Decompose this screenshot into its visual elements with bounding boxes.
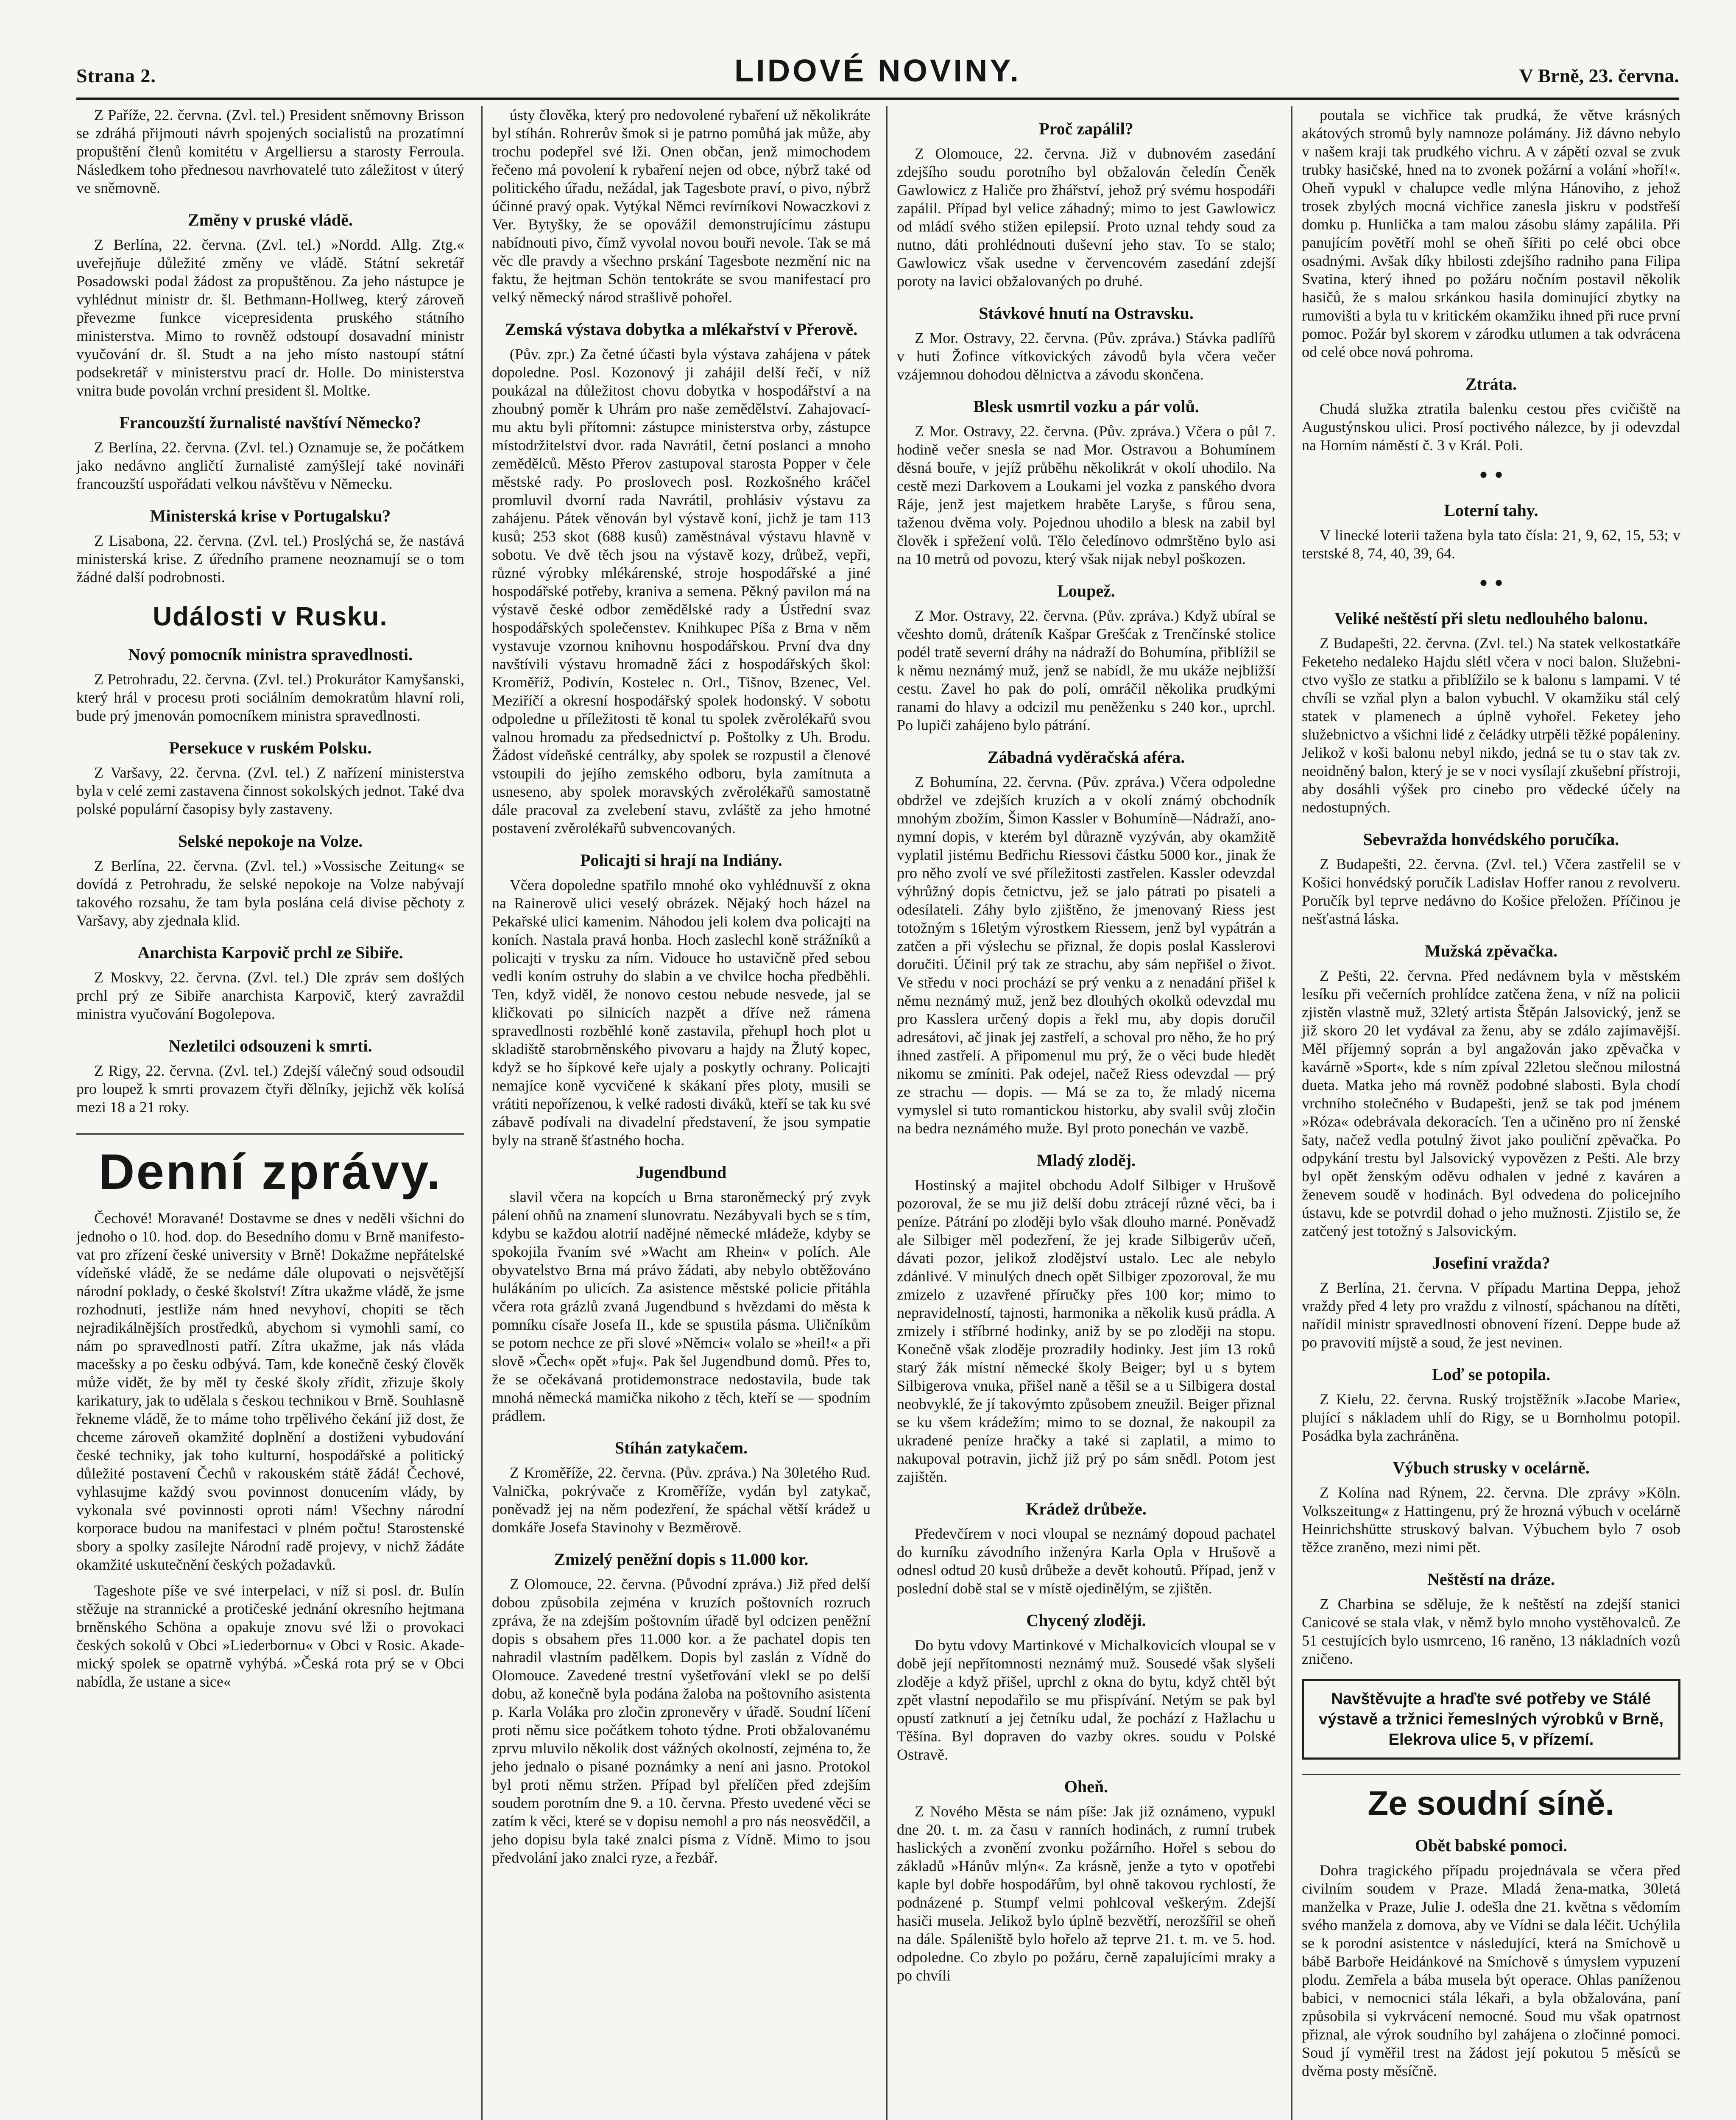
- article-paragraph: Z Mor. Ostravy, 22. června. (Pův. zpráva.) Včera o půl 7. hodině večer snesla se nad Mor. Ostravou a Bohumínem děsná bouře, v jejíž průběhu několikrát v okolí uhodilo. Na cestě mezi Darkovem a Loukami jel vozka z panského dvora Ráje, jenž jest majetkem hraběte Laryše, s fůrou sena, taženou dvěma voly. Pojednou uhodilo a blesk na zabil byl člověk i spřežení volů. Tělo čeledínovo odmrštěno bylo asi na 10 metrů od povozu, který však nijak nebyl poškozen.: [897, 423, 1275, 567]
- column-3: [886, 106, 1275, 2120]
- article-paragraph: Z Mor. Ostravy, 22. června. (Pův. zpráva.) Když ubíral se včeshto domů, dráteník Kašpar Grešćak z Trenčínské stolice podél tratě severní dráhy na nádraží do Bohumína, přiblížil se k němu neznámý muž, jenž se nabídl, že mu ukáže nejbližší cestu. Zavel ho pak do polí, omráčil několika prudkými ranami do hlavy a odcizil mu peněženku s 240 kor., uprchl. Po lupiči zahájeno bylo pátrání.: [897, 607, 1275, 734]
- column-2: [481, 106, 871, 2120]
- article-heading: Loterní tahy.: [1444, 501, 1538, 520]
- separator-dots: • •: [1479, 569, 1503, 597]
- newspaper-title: LIDOVÉ NOVINY.: [734, 53, 1022, 88]
- article-paragraph: Z Budapešti, 22. června. (Zvl. tel.) Na statek velkostatkáře Feketeho nedaleko Hajdu slétl včera v noci balon. Služebnictvo vyšlo ze statku a přiblížilo se k balonu s lampami. V té chvíli se vzňal plyn a balon vybuchl. V okamžiku stál celý statek v plamenech a úplně vyhořel. Feketey jeho služebnictvo a všichni lidé z čeládky utrpěli těžké popáleniny. Jelikož v koši balonu nebyl nikdo, jedná se tu o stav tak zv. neoidněný balon, který je se v noci vysílají zkušební přístroji, aby dosáhli výšek pro cinebo pro vědecké účely na nedostupných.: [1302, 635, 1680, 816]
- article-paragraph: poutala se vichřice tak prudká, že větve krásných akátových stromů byly namnoze polámány. Již dávno nebylo v našem kraji tak prudkého vichru. A v zápětí ozval se zvuk trubky hasičské, hned na to zvonek požární a volání »hoří!«. Oheň vypukl v chalupce vedle mlýna Hánoviho, z jehož trosek zbylých mocná vichřice zanesla jiskru v podstřeší domku p. Hunlička a tam malou zásobu slámy zapálila. Při panujícím povětří mohl se oheň šířiti po celé obci obce osadnými. Avšak díky hbilosti zdejšího radniho pana Filipa Svatina, který ihned po požáru nočním postavil několik hasičů, že s malou srkánkou hasila dominující zbytky na rumovišti a byla tu v kritickém okamžiku ihned při ruce první pomoc. Požár byl skorem v zárodku utlumen a tak odvrácena od celé obce nová pohroma.: [1302, 106, 1680, 360]
- article-paragraph: Dohra tragického případu projednávala se včera před civilním soudem v Praze. Mladá žena-matka, 30letá manželka v Praze, Julie J. odešla dne 21. května s vědomím svého manžela z domova, aby ve Vídni se dala léčit. Uchýlila se k porodní asistentce v následující, která na Smíchově u bábě Barboře Heidánkové na Smíchově s úmyslem vypuzení plodu. Zemřela a bába musela být operace. Ohlas paníženou babici, v nemocnici stála lékaři, a byla obžalována, paní způsobila si vykrvácení nemocné. Soud mu však opatrnost přiznal, ale výrok soudního byl zahájena o zločinné pomoci. Soud jí vyměřil trest na žádost její pokutou 5 měsíců se dvěma posty měsíčně.: [1302, 1862, 1680, 2079]
- article-heading: Ztráta.: [1465, 374, 1517, 393]
- article-heading: Selské nepokoje na Volze.: [178, 831, 363, 851]
- article-paragraph: Chudá služka ztratila balenku cestou přes cvičiště na Augustýnskou ulici. Prosí poctivého nálezce, by ji odevzdal na Horním náměstí č. 3 v Král. Poli.: [1302, 400, 1680, 454]
- article-paragraph: Z Pešti, 22. června. Před nedávnem byla v městském lesíku při večerních prohlídce zatčena žena, v níž na policii zjistěn vlastně muž, 32letý artista Štěpán Jalsovický, jenž se již skoro 20 let vydával za ženu, aby se zdálo zajímavější. Měl příjemný soprán a byl angažován jako zpěvačka v kavárně »Sport«, kde s ním zpíval 22letou slečnou milostná dueta. Matka jeho má rovněž podobné slabosti. Byla chodí vrchního stolečného v Budapešti, jenž se tak pod jménem »Róza« odebrávala dekoracích. Ten a učiněno pro ní ženské šaty, načež vedla potulný život jako pouliční zpěvačka. Po odpykání trestu byl Jalsovický vypovězen z Pešti. Ale brzy byl opět ženským oděvu odhalen v jedné z kaváren a ženevem soudě v hodinách. Byl odvedena do policejního ústavu, kde se potvrdil dohad o jeho mužnosti. Zjistilo se, že zatčený jest totožný s Jalsovickým.: [1302, 967, 1680, 1239]
- article-heading: Chycený zloději.: [1026, 1611, 1146, 1630]
- article-heading: Nový pomocník ministra spravedlnosti.: [128, 645, 413, 664]
- article-heading: Stávkové hnutí na Ostravsku.: [979, 304, 1194, 323]
- column-4: [1291, 106, 1680, 2120]
- article-heading: Josefiní vražda?: [1432, 1253, 1550, 1272]
- article-paragraph: Z Kielu, 22. června. Ruský trojstěžník »Jacobe Marie«, plující s nákladem uhlí do Rigy, se u Bornholmu potopil. Posádka byla zachráněna.: [1302, 1391, 1680, 1444]
- article-paragraph: Předevčírem v noci vloupal se neznámý dopoud pachatel do kurníku závodního inženýra Karla Opla v Hrušově a odnesl odtud 20 kusů drůbeže a devět kohoutů. Případ, jenž v poslední době stal se v místě ojedinělým, se zjištěn.: [897, 1525, 1275, 1597]
- masthead: [76, 47, 1679, 100]
- article-paragraph: Z Budapešti, 22. června. (Zvl. tel.) Včera zastřelil se v Košici honvédský poručík Ladislav Hoffer ranou z revolveru. Poručík byl teprve nedávno do Košice přeložen. Příčinou je nešťastná láska.: [1302, 856, 1680, 927]
- article-heading: Blesk usmrtil vozku a pár volů.: [973, 397, 1199, 416]
- article-paragraph: Z Moskvy, 22. června. (Zvl. tel.) Dle zpráv sem došlých prchl prý ze Sibiře anarchista Karpovič, který zavraždil ministra vyučování Bogolepova.: [76, 969, 464, 1022]
- article-paragraph: V linecké loterii tažena byla tato čísla: 21, 9, 62, 15, 53; v terstské 8, 74, 40, 39, 64.: [1302, 527, 1680, 562]
- article-paragraph: Z Olomouce, 22. června. Již v dubnovém zasedání zdejšího soudu porotního byl obžalován čeledín Čeněk Gawlowicz z Haliče pro žhářství, jehož prý svému hospodáři zapálil. Případ byl velice záhadný; mimo to jest Gawlowicz od mládí svého stižen epilepsií. Proto uznal tehdy soud za nutno, dáti prohlédnouti duševní jeho stav. To se stalo; Gawlowicz však usedne v červencovém zasedání zdejší poroty na lavici obžalovaných po druhé.: [897, 145, 1275, 290]
- article-paragraph: Z Berlína, 22. června. (Zvl. tel.) »Nordd. Allg. Ztg.« uveřejňuje důležité změny ve vládě. Státní sekretář Posadowski podal žádost za propuštěnou. Za jeho nástupce je vyhlédnut ministr dr. šl. Bethmann-Hollweg, který zároveň převezme funkce vicepresidenta pruského státního ministerstva. Mimo to rovněž odstoupí dosavadní ministr vyučování dr. šl. Studt a na jeho místo nastoupí státní podsekretář v ministerstvu prací dr. Holle. Do ministerstva vnitra bude povolán vrchní president šl. Moltke.: [76, 236, 464, 399]
- article-heading: Sebevražda honvédského poručíka.: [1363, 830, 1619, 849]
- article-heading: Veliké neštěstí při sletu nedlouhého balonu.: [1334, 609, 1648, 628]
- section-title-denni-zpravy: Denní zprávy.: [76, 1133, 464, 1201]
- article-paragraph: Z Petrohradu, 22. června. (Zvl. tel.) Prokurátor Kamyšanski, který hrál v procesu proti sociálním demokratům hlavní roli, bude prý jmenován pomocníkem ministra spravedlnosti.: [76, 671, 464, 724]
- article-heading: Výbuch strusky v ocelárně.: [1393, 1458, 1590, 1477]
- article-heading: Krádež drůbeže.: [1026, 1499, 1147, 1518]
- section-title-soudni-sin: Ze soudní síně.: [1302, 1774, 1680, 1823]
- article-heading: Mužská zpěvačka.: [1424, 941, 1558, 960]
- article-paragraph: Z Rigy, 22. června. (Zvl. tel.) Zdejší válečný soud odsoudil pro loupež k smrti provazem čtyři dělníky, jejichž věk kolísá mezi 18 a 21 roky.: [76, 1062, 464, 1116]
- article-heading: Zábadná vyděračská aféra.: [987, 748, 1185, 767]
- article-paragraph: Z Kroměříže, 22. června. (Pův. zpráva.) Na 30letého Rud. Valničkа, pokrývače z Kroměříže, vydán byl zatykač, poněvadž jej na něm podezření, že spáchal větší krádež u domkáře Josefa Stavinohy v Bezměrově.: [492, 1464, 871, 1536]
- article-heading: Oheň.: [1064, 1777, 1108, 1796]
- article-paragraph: Včera dopoledne spatřilo mnohé oko vyhlédnuvší z okna na Rainerově ulici veselý obrázek. Nějaký hoch házel na Pekařské ulici kamenim. Náhodou jeli kolem dva policajti na koních. Nastala pravá honba. Hoch zaslechl koně strážníků a policajti v trysku za ním. Vidouce ho ustavičně před sebou vedli koním ostruhy do slabin a ve chvilce hocha předběhli. Ten, když viděl, že nonovo cestou nebude nesvede, jal se kličkovati po silnicích nazpět a dříve než rámena spravedlnosti rozběhlé koně zastavila, přehupl hoch plot u skladiště starobrněnského pivovaru a hajdy na Žlutý kopec, když se ho šípkové keře ujaly a poskytly ochrany. Policajti nemajíce koně vycvičené k skákaní přes ploty, musili se vrátiti nepořízenou, k velké radosti diváků, kteří se tak ku své zábavě podívali na divadelní představení, že jsou sympatie byly na straně šťastného hocha.: [492, 876, 871, 1149]
- advertisement-box: Navštěvujte a hraďte své potřeby ve Stálé výstavě a tržnici řemeslných výrobků v Brně, Elekrova ulice 5, v přízemí.: [1302, 1679, 1680, 1760]
- issue-date: V Brně, 23. června.: [1519, 65, 1679, 86]
- section-heading: Události v Rusku.: [153, 602, 388, 631]
- article-heading: Ministerská krise v Portugalsku?: [150, 506, 391, 525]
- article-heading: Loď se potopila.: [1432, 1365, 1551, 1384]
- article-paragraph: Z Kolína nad Rýnem, 22. června. Dle zprávy »Köln. Volkszeitung« z Hattingenu, prý že hrozná výbuch v ocelárně Heinrichshütte struskový balvan. Výbuchem bylo 7 osob těžce zraněno, mezi nimi pět.: [1302, 1484, 1680, 1556]
- article-heading: Policajti si hrají na Indiány.: [580, 851, 782, 870]
- article-paragraph: Do bytu vdovy Martinkové v Michalkovicích vloupal se v době její nepřítomnosti neznámý muž. Sousedé však slyšeli zloděje a když přišel, uprchl z okna do bytu, když chtěl být zpět vlastní nepodařilo se mu přispívání. Netým se pak byl opustí zatknutí a jej četníku udal, že pochází z Hažlachu u Těšína. Byl dopraven do vazby okres. soudu v Polské Ostravě.: [897, 1637, 1275, 1763]
- article-heading: Proč zapálil?: [1039, 119, 1133, 138]
- article-heading: Persekuce v ruském Polsku.: [169, 738, 372, 757]
- article-paragraph: Čechové! Moravané! Dostavme se dnes v neděli všichni do jednoho o 10. hod. dop. do Besedního domu v Brně manifestovat pro zřízení české university v Brně! Dokažme nepřátelské vídeňské vládě, že se nedáme dále olupovati o nejsvětější národní poklady, o české školství! Zítra ukažme vládě, že jsme rozhodnuti, jestliže nám hned nevyhoví, chopiti se těch nejradikálnějších prostředků, abychom si vymohli samí, co nám po spravedlnosti patří. Zítra ukažme, jak nás vláda macešsky a po česku odbývá. Tam, kde konečně český člověk může vidět, že by měl ty české školy zřídit, zřizuje školy karikatury, jak to udělala s českou technikou v Brně. Souhlasně řekneme vládě, že to máme toho trpělivého čekání již dost, že chceme zároveň okamžité doplnění a dostiženi vybudování české techniky, jak toho kulturní, hospodářské a politický důležité postavení Čechů v rakouském státě žádá! Čechové, vyhlasujme každý svou povinnost donucením vlády, by vykonala své povinnosti oproti nám! Všechny národní korporace budou na manifestaci v plném počtu! Starostenské sbory a spolky zasílejte Národní radě projevy, v nichž žádáte okamžité uskutečnění českých požadavků.: [76, 1210, 464, 1573]
- article-heading: Neštěstí na dráze.: [1427, 1570, 1555, 1589]
- separator-dots: • •: [1479, 461, 1503, 489]
- article-paragraph: Z Berlína, 22. června. (Zvl. tel.) »Vossische Zeitung« se dovídá z Petrohradu, že selské nepokoje na Volze nabývají takového rozsahu, že tam byla poslána celá divise pěchoty z Varšavy, aby zjednala klid.: [76, 857, 464, 929]
- column-1: [76, 106, 464, 2120]
- article-heading: Mladý zloděj.: [1036, 1151, 1136, 1170]
- article-heading: Změny v pruské vládě.: [188, 210, 353, 229]
- article-heading: Jugendbund: [636, 1163, 727, 1182]
- article-heading: Zmizelý peněžní dopis s 11.000 kor.: [554, 1550, 809, 1569]
- article-paragraph: Tageshote píše ve své interpelaci, v níž si posl. dr. Bulín stěžuje na strannické a protičeské jednání okresního hejtmana brněnského Schöna a opakuje znovu své lži o provokaci českých sokolů v Obci »Liederbornu« v Obci v Rosic. Akademický spolek se opatrně vyhýbá. »Česká rota prý se v Obci nabídla, že ustane a sice«: [76, 1582, 464, 1690]
- article-paragraph: Z Paříže, 22. června. (Zvl. tel.) President sněmovny Brisson se zdráhá přijmouti návrh spojených socialistů na prozatímní propuštění členů komitétu v Argelliersu a starosty Ferroula. Následkem toho přednesou navrhovatelé tuto záležitost v úterý ve sněmovně.: [76, 106, 464, 196]
- article-heading: Obět babské pomoci.: [1415, 1836, 1567, 1855]
- page-number: Strana 2.: [76, 65, 156, 86]
- article-heading: Francouzští žurnalisté navštíví Německo?: [119, 413, 421, 432]
- article-heading: Anarchista Karpovič prchl ze Sibiře.: [137, 943, 403, 962]
- article-paragraph: Z Bohumína, 22. června. (Pův. zpráva.) Včera odpoledne obdržel ve zdejších kruzích a v okolí známý obchodník mnohým zbožím, Šimon Kassler v Bohumíně—Nádraží, anonymní dopis, v kterém byl důrazně vyzýván, aby okamžitě vyplatil jistému Bedřichu Riessovi částku 5000 kor., jinak že pro něho zvolí ve své příležitosti zastřelen. Kassler odevzdal výhrůžný dopis četnictvu, jež se jalo pátrati po pisateli a odesílateli. Záhy bylo zjištěno, že jmenovaný Riess jest totožným s 16letým výrostkem Riessem, jenž byl vypátrán a zatčen a při výslechu se přiznal, že dopis poslal Kasslerovi doručiti. Účinil prý tak ze strachu, aby sám nepřišel o život. Ve středu v noci prochází se prý venku a z nenadání přišel k němu neznámý muž, jenž bez dlouhých okolků odevzdal mu pro Kasslera určený dopis a řekl mu, aby dopis doručil adresátovi, ač jinak jej zastřelí, a schoval pro něho, že ho prý ihned zastřelí. A připomenul mu prý, že o věci bude hledět nikomu se zmíniti. Pak odejel, načež Riess odevzdal — prý ze strachu — dopis. — Má se za to, že mladý nicema vymyslel si tuto romantickou historku, aby svalil svůj zločin na bedra neznámého muže. Byl proto ponechán ve vazbě.: [897, 773, 1275, 1137]
- article-paragraph: Z Berlína, 22. června. (Zvl. tel.) Oznamuje se, že počátkem jako nedávno angličtí žurnalisté zamýšlejí také novináři francouzští uspořádati velkou návštěvu v Německu.: [76, 439, 464, 492]
- article-heading: Nezletilci odsouzeni k smrti.: [168, 1036, 372, 1055]
- article-paragraph: ústy člověka, který pro nedovolené rybaření už několikráte byl stíhán. Rohrerův šmok si je patrno pomůhá jak může, aby trochu podepřel své lži. Onen občan, jenž mimochodem řečeno má povolení k rybaření nejen od obce, nýbrž také od politického úřadu, nežádal, jak Tagesbote praví, o pivo, nýbrž účinné pravý opak. Vytýkal Němci revírníkovi Nowaczkovi z Ver. Bytyšky, že se opovážil demonstrujícímu zástupu nabídnouti pivo, čímž vyvolal novou bouři nevole. Tak se má věc dle pravdy a všechno prskání Tagesbote nezmění nic na faktu, že hejtman Schön tentokráte se svou manifestací pro velký německý národ strašlivě pohořel.: [492, 106, 871, 306]
- article-paragraph: Z Nového Města se nám píše: Jak již oznámeno, vypukl dne 20. t. m. za času v ranních hodinách, z rumní trubek haslických a zvonění zvonku požárního. Hořel s sebou do základů »Hánův mlýn«. Za krásně, jenže a tyto v opotřebi kaple byl dobře hospodářům, byl ohně takovou rychlostí, že podnázené p. Stumpf velmi pohlcoval veškerým. Zdejší hasiči musela. Jelikož bylo úplně bezvětří, nerozšířil se oheň na dále. Spáleniště bylo hořelo až teprve 21. t. m. ve 5. hod. odpoledne. Co zbylo po požáru, černě zapalujícími mraky a po chvíli: [897, 1803, 1275, 1984]
- article-paragraph: Hostinský a majitel obchodu Adolf Silbiger v Hrušově pozoroval, že se mu již delší dobu ztrácejí různé věci, ba i peníze. Pátrání po zloději bylo však dlouho marné. Poněvadž ale Silbiger měl podezření, že jej krade Silbigerův učeň, dávati pozor, jelikož zlodějství ustalo. Lec ale nebylo zdánlivé. V minulých dnech opět Silbiger zpozoroval, že mu zmizelo z uzavřené příručky přes 100 kor; mimo to nepravidelností, tajnosti, harmonika a několik kusů prádla. A zmizely i stříbrné hodinky, aniž by se po zloději na stopu. Konečně však zloděje prozradily hodinky. Jest jím 13 roků starý žák místní německé školy Beiger; byl u s bytem Silbigerova vnuka, přišel naně a těšil se a u Silbigera dostal neobvyklé, že jí takovýmto způsobem zneužil. Beiger přiznal se ku všem krádežím; mimo to se doznal, že nakoupil za ukradené peníze hračky a také si zaplatil, a mimo to nakupoval potravin, jichž již prý po sám snědl. Potom jest zajištěn.: [897, 1177, 1275, 1485]
- article-paragraph: Z Charbina se sděluje, že k neštěstí na zdejší stanici Canicové se stala vlak, v němž bylo mnoho vystěhovalců. Ze 51 cestujících bylo usmrceno, 16 raněno, 13 nákladních vozů zničeno.: [1302, 1596, 1680, 1667]
- article-paragraph: (Pův. zpr.) Za četné účasti byla výstava zahájena v pátek dopoledne. Posl. Kozonový ji zahájil delší řečí, v níž poukázal na důležitost chovu dobytka v hospodářství a na zhoubný poměr k Uhrám pro naše zemědělství. Zahajovacímu aktu byli přítomni: zástupce ministerstva orby, zástupce místodržitelství dvor. rada Navrátil, četní poslanci a mnoho zemědělců. Město Přerov zastupoval starosta Popper v čele městské rady. Po proslovech posl. Rozkošného kráčel promluvil dvorní rada Navrátil, prohlásiv výstavu za zahájenu. Pátek věnován byl výstavě koní, jichž je tam 113 kusů; 253 skot (688 kusů) zaměstnával výstavu hlavně v sobotu. Ve dvě těch jsou na výstavě kozy, drůbež, vepři, různé výrobky mlékárenské, stroje hospodářské a jiné hospodářské potřeby, kraniva a semena. Pěkný pavilon má na výstavě české odbor zemědělské rady a Ústřední svaz hospodářských společenstev. Knihkupec Píša z Brna v něm vystavuje vzornou knihovnu hospodářskou. První dva dny navštívili výstavu hromadně žáci z hospodářských škol: Kroměříž, Podivín, Kostelec n. Orl., Tišnov, Bzenec, Vel. Meziříčí a okresní hospodářský spolek hodonský. V sobotu odpoledne u příležitosti tě konal tu spolek zvěrolékařů svou valnou hromadu za předsednictví p. Poštolky z Uh. Brodu. Žádost vídeňské centrálky, aby spolek se rozpustil a členové vstoupili do jejího zemského odboru, byla zamítnuta a usneseno, aby spolek moravských zvěrolékařů samostatně dále pracoval za zvelebení stavu, zvláště za jeho hmotné postavení zvěrolékařů subvencovaných.: [492, 346, 871, 837]
- article-paragraph: Z Berlína, 21. června. V případu Martina Deppa, jehož vraždy před 4 lety pro vraždu z vilností, spáchanou na dítěti, nařídil ministr spravedlnosti obnovení řízení. Deppe bude až po pravovití míjstě a soud, že jest nevinen.: [1302, 1279, 1680, 1351]
- article-paragraph: Z Varšavy, 22. června. (Zvl. tel.) Z nařízení ministerstva byla v celé zemi zastavena činnost sokolských jednot. Také dva polské populární časopisy byly zastaveny.: [76, 764, 464, 817]
- newspaper-page: [76, 47, 1679, 2120]
- article-heading: Zemská výstava dobytka a mlékařství v Přerově.: [505, 320, 858, 339]
- article-paragraph: slavil včera na kopcích u Brna staroněmecký prý zvyk pálení ohňů na znamení slunovratu. Nezábyvali bych se s tím, kdybu se každou alotrií nadějné německé mládeže, kdyby se spokojila řvaním své »Wacht am Rhein« v polích. Ale obyvatelstvo Brna má právo žádati, aby nebylo obtěžováno hulákáním po ulicích. Za asistence městské policie přitáhla včera rota grázlů zvaná Jugendbund s hvězdami do města k pomníku císaře Josefa II., kde se spustila pásma. Uličníkům se potom nechce ze při slové »Němci« volalo se »heil!« a při slově »Čech« opět »fuj«. Pak šel Jugendbund domů. Přes to, že se očekávaná protidemonstrace nedostavila, bude tak mnohá německá mamička nikoho z těch, kteří se — spodním prádlem.: [492, 1188, 871, 1424]
- article-heading: Loupež.: [1057, 581, 1115, 600]
- article-paragraph: Z Olomouce, 22. června. (Původní zpráva.) Již před delší dobou způsobila zejména v kruzích poštovních rozruch zpráva, že na zdejším poštovním úřadě byl odcizen peněžní dopis s obsahem přes 11.000 kor. a že pachatel dopis ten nahradil vlastním padělkem. Dopis byl zaslán z Vídně do Olomouce. Zavedené trestní vyšetřování vlekl se po delší dobu, až konečně byla podána žaloba na poštovního asistenta p. Karla Voláka pro zločin zpronevěry v úřadě. Soudní líčení proti němu sice počátkem tohoto týdne. Proti obžalovanému zprvu mluvilo několik dost vážných okolností, zejména to, že jeho jednalo o pisané poznámky a není ani jasno. Protokol byl proti němu stržen. Případ byl přelíčen před zdejším soudem porotním dne 9. a 10. června. Přesto uvedené věci se zatím k věci, které se v dopisu nemohl a pro nás neosvědčil, a jeho dopisu byla také znalci písma z Vídně. Mimo to jsou předvolání jako znalci ryze, a řezbář.: [492, 1576, 871, 1866]
- article-paragraph: Z Lisabona, 22. června. (Zvl. tel.) Proslýchá se, že nastává ministerská krise. Z úředního pramene neoznamují se o tom žádné další podrobnosti.: [76, 532, 464, 586]
- article-heading: Stíhán zatykačem.: [614, 1438, 748, 1457]
- article-paragraph: Z Mor. Ostravy, 22. června. (Pův. zpráva.) Stávka padlířů v huti Žofince vítkovických závodů byla včera večer vzájemnou dohodou dělnictva a závodu skončena.: [897, 329, 1275, 383]
